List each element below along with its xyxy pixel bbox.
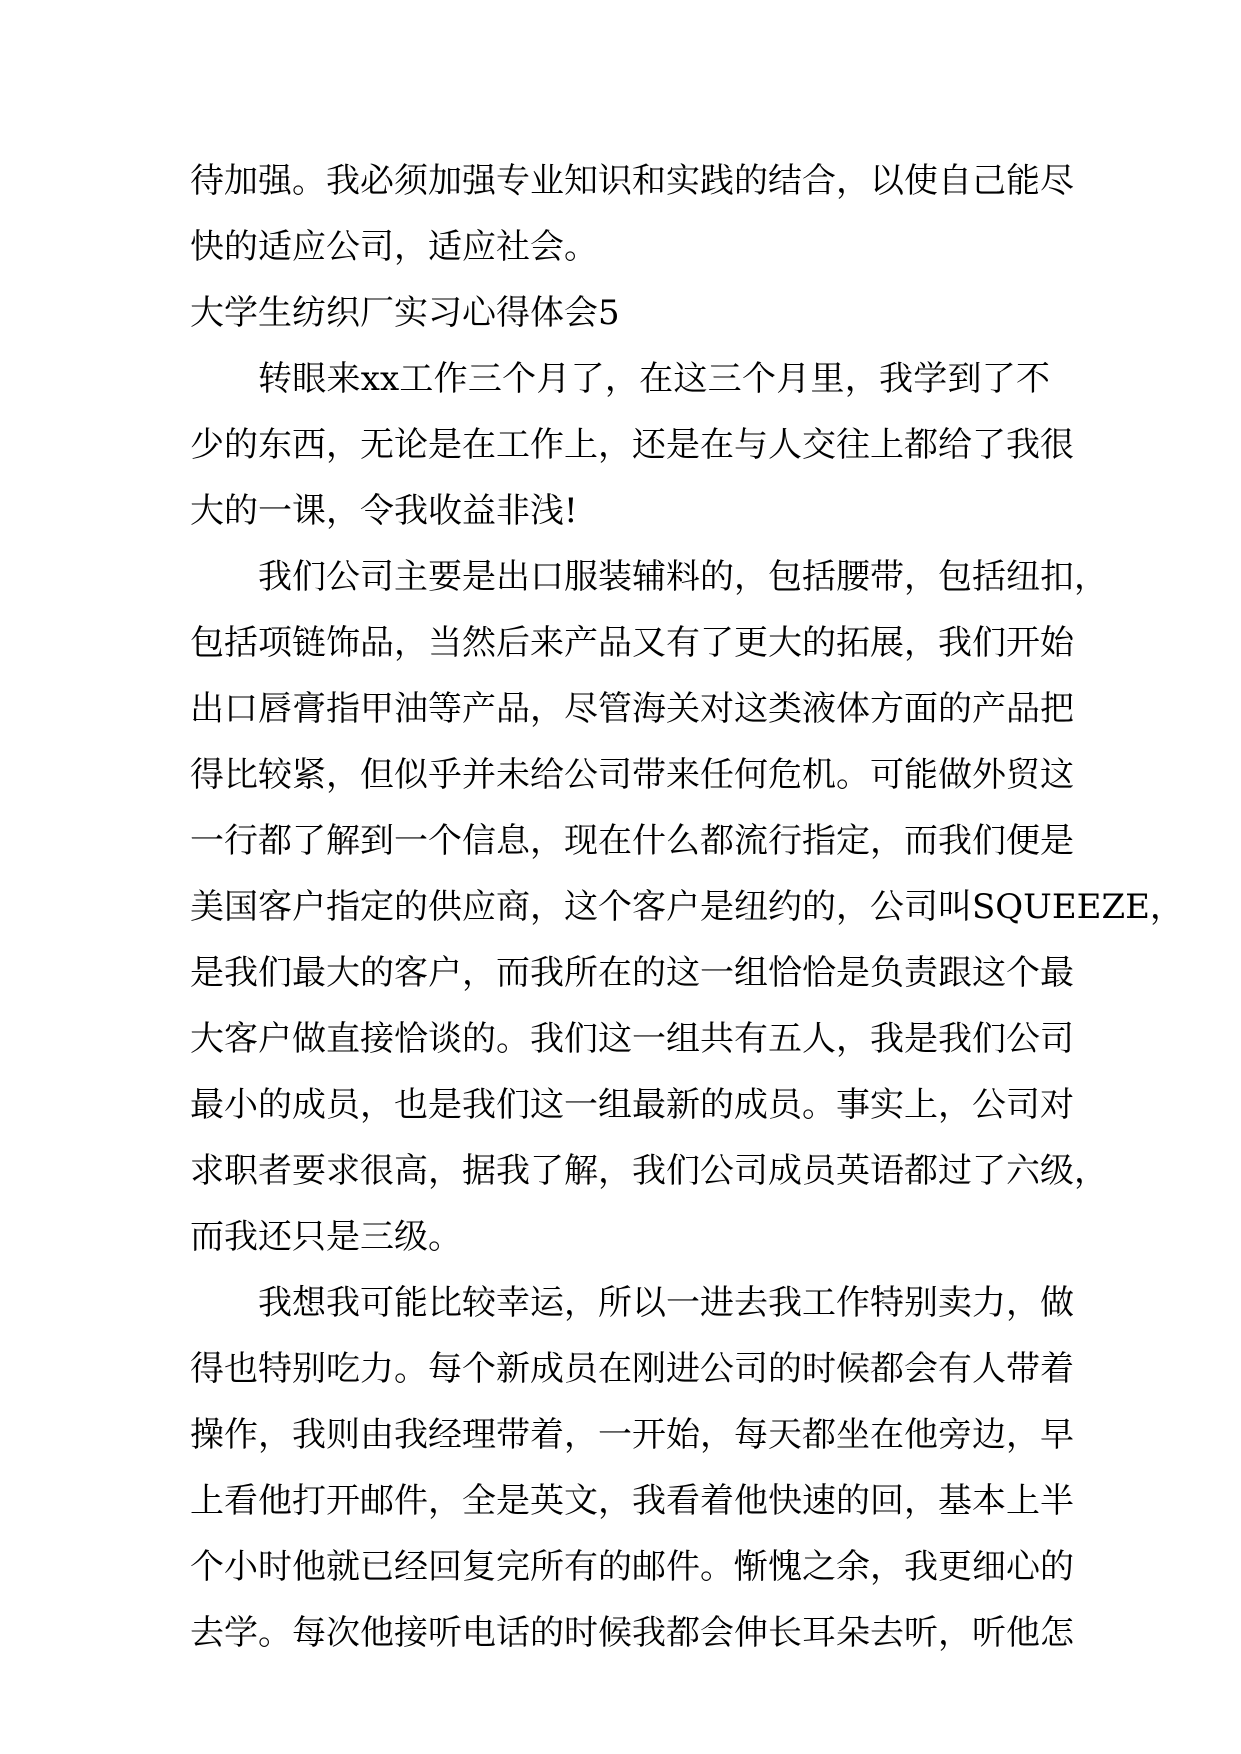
- text-line: 待加强。我必须加强专业知识和实践的结合，以使自己能尽: [190, 161, 1074, 201]
- text-line: 出口唇膏指甲油等产品，尽管海关对这类液体方面的产品把: [190, 689, 1074, 729]
- section-title: 大学生纺织厂实习心得体会5: [190, 293, 620, 333]
- text-line: 而我还只是三级。: [190, 1217, 462, 1257]
- text-line: 我们公司主要是出口服装辅料的，包括腰带，包括纽扣，: [258, 557, 1108, 597]
- text-line: 得比较紧，但似乎并未给公司带来任何危机。可能做外贸这: [190, 755, 1074, 795]
- text-line: 得也特别吃力。每个新成员在刚进公司的时候都会有人带着: [190, 1349, 1074, 1389]
- text-line: 求职者要求很高，据我了解，我们公司成员英语都过了六级，: [190, 1151, 1108, 1191]
- text-line: 个小时他就已经回复完所有的邮件。惭愧之余，我更细心的: [190, 1547, 1074, 1587]
- text-line: 少的东西，无论是在工作上，还是在与人交往上都给了我很: [190, 425, 1074, 465]
- text-line: 大客户做直接恰谈的。我们这一组共有五人，我是我们公司: [190, 1019, 1074, 1059]
- text-line: 去学。每次他接听电话的时候我都会伸长耳朵去听，听他怎: [190, 1613, 1074, 1653]
- text-line: 一行都了解到一个信息，现在什么都流行指定，而我们便是: [190, 821, 1074, 861]
- text-line: 快的适应公司，适应社会。: [190, 227, 598, 267]
- text-line: 大的一课，令我收益非浅!: [190, 491, 578, 531]
- text-line: 是我们最大的客户，而我所在的这一组恰恰是负责跟这个最: [190, 953, 1074, 993]
- text-line: 我想我可能比较幸运，所以一进去我工作特别卖力，做: [258, 1283, 1074, 1323]
- text-line: 美国客户指定的供应商，这个客户是纽约的，公司叫SQUEEZE，: [190, 887, 1184, 927]
- text-line: 最小的成员，也是我们这一组最新的成员。事实上，公司对: [190, 1085, 1074, 1125]
- text-line: 上看他打开邮件，全是英文，我看着他快速的回，基本上半: [190, 1481, 1074, 1521]
- text-line: 包括项链饰品，当然后来产品又有了更大的拓展，我们开始: [190, 623, 1074, 663]
- text-line: 操作，我则由我经理带着，一开始，每天都坐在他旁边，早: [190, 1415, 1074, 1455]
- text-line: 转眼来xx工作三个月了，在这三个月里，我学到了不: [258, 359, 1050, 399]
